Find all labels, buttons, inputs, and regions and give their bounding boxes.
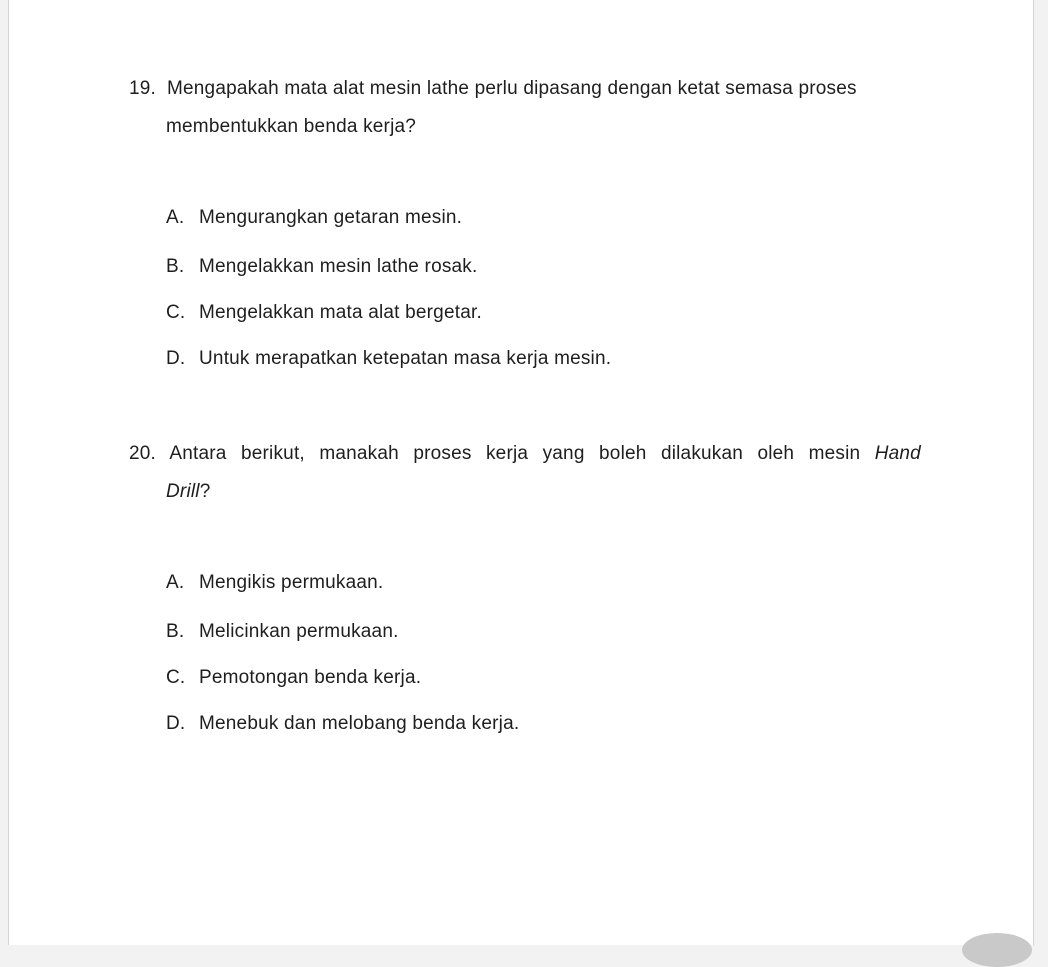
- option-text: Mengikis permukaan.: [199, 572, 383, 593]
- question-word-italic: Hand: [875, 443, 921, 464]
- question-word: Antara: [169, 443, 226, 464]
- option-d[interactable]: [166, 348, 611, 370]
- question-word: boleh: [599, 443, 647, 464]
- question-word: oleh: [757, 443, 794, 464]
- option-b[interactable]: [166, 621, 399, 643]
- question-mark: ?: [200, 481, 211, 502]
- question-word: yang: [543, 443, 585, 464]
- question-word-italic: Drill: [166, 481, 200, 502]
- option-letter: C.: [166, 667, 199, 689]
- scroll-indicator: [962, 933, 1032, 967]
- question-word: berikut,: [241, 443, 305, 464]
- question-word: kerja: [486, 443, 528, 464]
- option-b[interactable]: [166, 256, 477, 278]
- option-text: Mengelakkan mata alat bergetar.: [199, 302, 482, 323]
- option-d[interactable]: [166, 713, 519, 735]
- option-letter: A.: [166, 572, 199, 594]
- option-a[interactable]: [166, 207, 462, 229]
- question-20-line-1: [129, 443, 921, 465]
- option-letter: C.: [166, 302, 199, 324]
- question-number: 20.: [129, 443, 156, 464]
- option-text: Mengurangkan getaran mesin.: [199, 207, 462, 228]
- option-text: Pemotongan benda kerja.: [199, 667, 421, 688]
- question-word: proses: [413, 443, 471, 464]
- option-c[interactable]: [166, 302, 482, 324]
- option-text: Menebuk dan melobang benda kerja.: [199, 713, 519, 734]
- option-a[interactable]: [166, 572, 383, 594]
- option-text: Melicinkan permukaan.: [199, 621, 399, 642]
- question-word: mesin: [809, 443, 861, 464]
- question-text: Mengapakah mata alat mesin lathe perlu dipasang dengan ketat semasa proses: [167, 78, 857, 99]
- question-20-line-2: [166, 481, 211, 503]
- question-number: 19.: [129, 78, 167, 100]
- document-page: [8, 0, 1034, 945]
- question-word: dilakukan: [661, 443, 743, 464]
- option-letter: B.: [166, 621, 199, 643]
- question-19-line-1: [129, 78, 857, 100]
- option-letter: D.: [166, 348, 199, 370]
- question-19-line-2: membentukkan benda kerja?: [166, 116, 416, 138]
- option-text: Mengelakkan mesin lathe rosak.: [199, 256, 477, 277]
- option-text: Untuk merapatkan ketepatan masa kerja mesin.: [199, 348, 611, 369]
- option-letter: D.: [166, 713, 199, 735]
- option-letter: A.: [166, 207, 199, 229]
- option-c[interactable]: [166, 667, 421, 689]
- question-word: manakah: [319, 443, 399, 464]
- option-letter: B.: [166, 256, 199, 278]
